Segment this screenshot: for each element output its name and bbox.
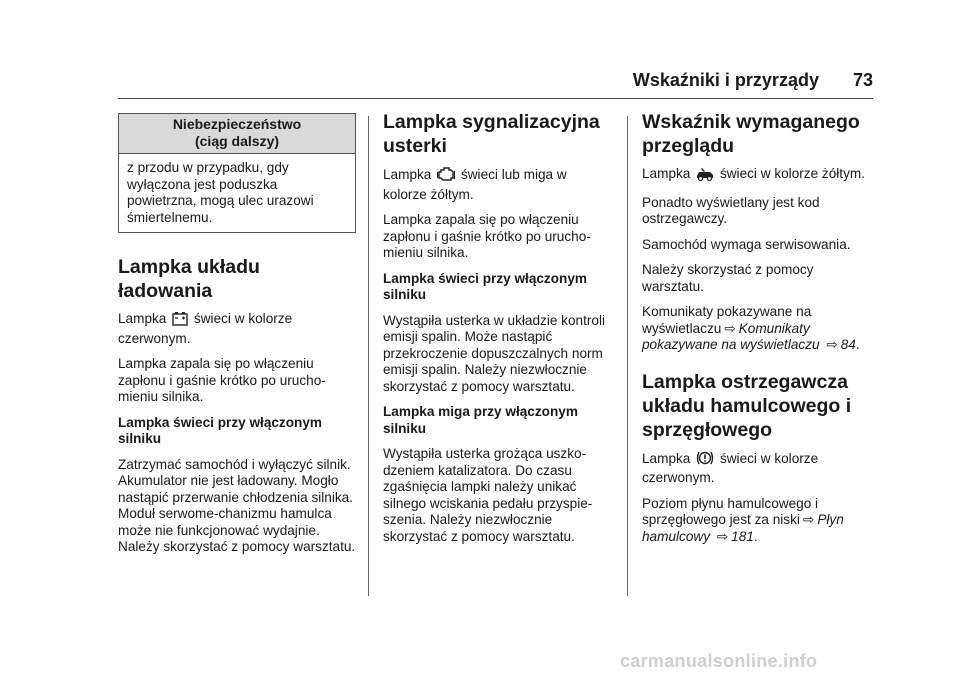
reference-arrow-icon: ⇨: [826, 337, 838, 352]
text: Lampka: [642, 166, 691, 181]
paragraph: Należy skorzystać z pomocy warsztatu.: [642, 262, 814, 294]
warning-box: [118, 113, 356, 233]
warning-subtitle: (ciąg dalszy): [194, 133, 280, 149]
text: Lampka: [118, 311, 167, 326]
text: Lampka: [383, 167, 432, 182]
brake-icon: [696, 450, 714, 471]
text: świeci lub miga w kolorze żółtym.: [383, 167, 567, 202]
column-3: [642, 110, 874, 554]
reference-arrow-icon: ⇨: [716, 528, 729, 544]
section-heading: Lampka układu ładowania: [118, 256, 260, 302]
paragraph: Lampka zapala się po włączeniu zapłonu i gaśnie krótko po urucho-mieniu silnika.: [118, 356, 326, 404]
paragraph: Wystąpiła usterka w układzie kontroli emisji spalin. Może nastąpić przekroczenie dopuszczalnych norm emisji spalin. Należy niezwłocznie skorzystać z pomocy warsztatu.: [383, 312, 606, 394]
paragraph: [642, 166, 874, 186]
text: Lampka: [642, 450, 691, 466]
paragraph: Wystąpiła usterka grożąca uszko-dzeniem katalizatora. Do czasu zgaśnięcia lampki należy unikać silnego wciskania pedału przyspie-szenia. Należy niezwłocznie skorzystać z pomocy warsztatu.: [383, 446, 593, 544]
warning-title: Niebezpieczeństwo: [172, 116, 302, 132]
text: świeci w kolorze czerwonym.: [642, 450, 819, 485]
text: świeci w kolorze żółtym.: [719, 166, 865, 181]
page-number: 73: [852, 70, 873, 90]
section-heading: Lampka sygnalizacyjna usterki: [383, 111, 600, 157]
cross-reference-link[interactable]: Komunikaty pokazywane na wyświetlaczu: [642, 320, 820, 352]
paragraph: [383, 166, 613, 203]
paragraph: [118, 311, 356, 347]
reference-arrow-icon: ⇨: [724, 320, 736, 336]
subheading: Lampka miga przy włączonym silniku: [383, 404, 578, 436]
cross-reference-link[interactable]: Płyn hamulcowy: [642, 512, 844, 544]
reference-arrow-icon: ⇨: [802, 512, 815, 527]
text: Komunikaty pokazywane na wyświetlaczu: [642, 304, 812, 336]
subheading: Lampka świeci przy włączonym silniku: [118, 414, 322, 446]
battery-icon: [172, 311, 188, 331]
page-title: Wskaźniki i przyrządy: [632, 70, 819, 90]
page-header: [0, 70, 873, 91]
page-reference[interactable]: 181: [731, 528, 754, 544]
paragraph: Samochód wymaga serwisowania.: [642, 236, 851, 252]
text: świeci w kolorze czerwonym.: [118, 311, 293, 346]
column-2: [383, 110, 613, 554]
paragraph: Ponadto wyświetlany jest kod ostrzegawczy.: [642, 194, 820, 226]
header-rule: [118, 98, 873, 99]
page-reference[interactable]: 84: [840, 337, 856, 352]
column-divider: [627, 116, 628, 596]
text: .: [753, 528, 758, 544]
column-divider: [368, 116, 369, 596]
column-1: [118, 110, 356, 565]
watermark: carmanualsonline.info: [620, 651, 818, 671]
text: Poziom płynu hamulcowego i sprzęgłowego jest za niski: [642, 495, 819, 527]
section-heading: Lampka ostrzegawcza układu hamulcowego i sprzęgłowego: [642, 370, 852, 441]
paragraph: Lampka zapala się po włączeniu zapłonu i gaśnie krótko po urucho-mieniu silnika.: [383, 212, 591, 260]
paragraph: Zatrzymać samochód i wyłączyć silnik. Akumulator nie jest ładowany. Mogło nastąpić przerwanie chłodzenia silnika. Moduł serwome-chanizmu hamulca może nie funkcjonować wydajnie. Należy skorzystać z pomocy warsztatu.: [118, 456, 356, 554]
paragraph: [642, 450, 874, 487]
subheading: Lampka świeci przy włączonym silniku: [383, 270, 587, 302]
paragraph: [642, 496, 874, 546]
paragraph: [642, 304, 874, 354]
engine-icon: [437, 166, 455, 187]
section-heading: Wskaźnik wymaganego przeglądu: [642, 111, 860, 157]
warning-text: z przodu w przypadku, gdy wyłączona jest poduszka powietrzna, mogą ulec urazowi śmiertelnemu.: [127, 160, 314, 225]
text: .: [855, 337, 860, 352]
warning-header: [119, 114, 355, 154]
wrench-car-icon: [696, 167, 714, 186]
